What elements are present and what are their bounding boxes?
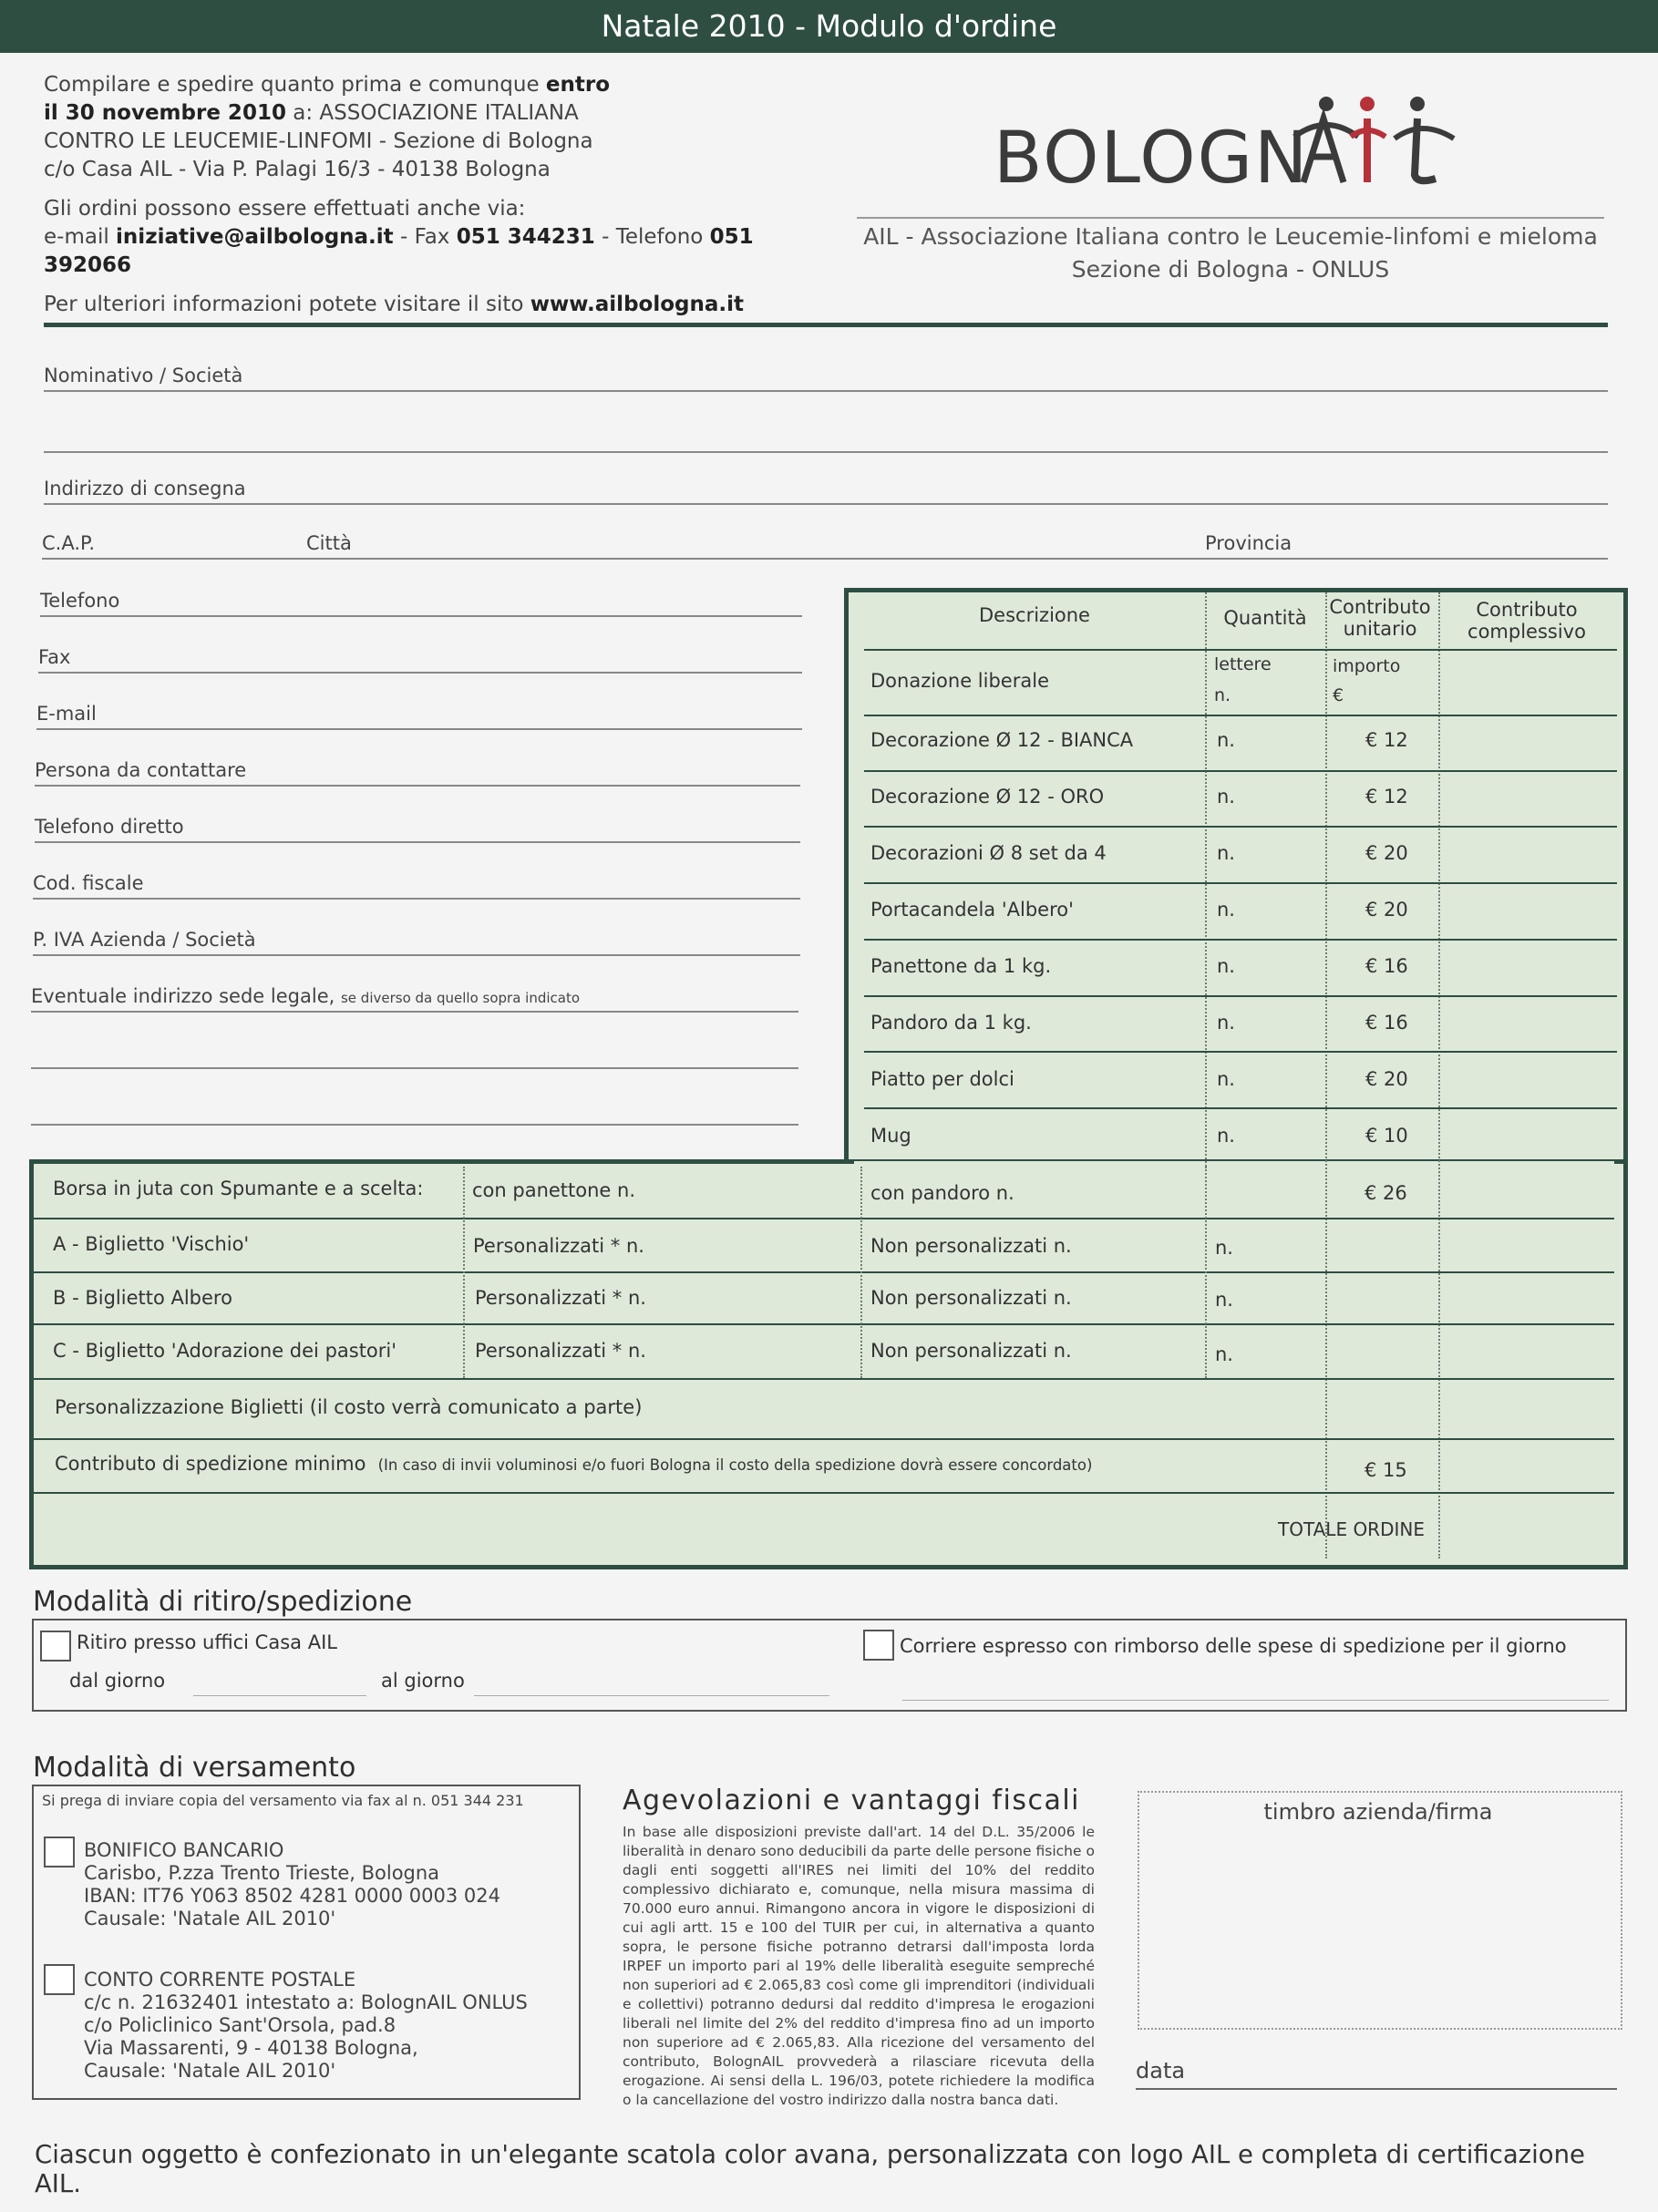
row-line [864,770,1617,772]
indirizzo-field[interactable] [44,467,1608,505]
persona-field[interactable] [35,748,800,787]
product-desc: Decorazione Ø 12 - BIANCA [870,729,1134,751]
agevolazioni-title: Agevolazioni e vantaggi fiscali [623,1785,1080,1816]
product-desc: Mug [870,1125,911,1147]
piva-label: P. IVA Azienda / Società [33,929,256,951]
product-price: € 20 [1365,1068,1408,1090]
conto-address1: c/o Policlinico Sant'Orsola, pad.8 [84,2014,396,2036]
intro-line2: a: ASSOCIAZIONE ITALIANA [285,101,579,125]
conto-address2: Via Massarenti, 9 - 40138 Bologna, [84,2037,418,2059]
intro-line5: Gli ordini possono essere effettuati anche via: [44,197,526,221]
conto-number: c/c n. 21632401 intestato a: BolognAIL ONLUS [84,1991,528,2013]
corriere-date-input[interactable] [902,1700,1609,1701]
product-desc: Panettone da 1 kg. [870,955,1052,977]
product-desc: Portacandela 'Albero' [870,899,1074,921]
row-line [34,1492,1614,1494]
intro-deadline: il 30 novembre 2010 [44,101,286,125]
nominativo-label: Nominativo / Società [44,365,243,386]
borsa-panettone[interactable]: con panettone n. [472,1179,636,1201]
section-divider [44,323,1608,327]
row-line [864,715,1617,716]
col-line-quantita [1205,592,1207,1167]
borsa-pandoro[interactable]: con pandoro n. [870,1182,1014,1204]
product-qty[interactable]: n. [1217,786,1235,808]
product-desc: Decorazione Ø 12 - ORO [870,786,1105,808]
nominativo-field-line2[interactable] [44,415,1608,453]
row-line [34,1438,1614,1440]
table-join [854,1161,1614,1168]
header-bar [0,0,1658,53]
page-title: Natale 2010 - Modulo d'ordine [601,8,1057,44]
persona-label: Persona da contattare [35,759,247,781]
donazione-n[interactable]: n. [1214,685,1231,705]
versamento-title: Modalità di versamento [33,1752,356,1784]
intro-line7: Per ulteriori informazioni potete visitare il sito [44,293,530,316]
intro-line1: Compilare e spedire quanto prima e comunque [44,73,546,97]
intro-email-label: e-mail [44,225,117,249]
bonifico-details [84,1839,500,1930]
product-qty[interactable]: n. [1217,955,1235,977]
row-line [864,1107,1617,1109]
timbro-label: timbro azienda/firma [1263,1799,1493,1825]
header-complessivo: Contributo complessivo [1467,599,1586,643]
conto-checkbox[interactable] [44,1964,75,1995]
sede-legale-label: Eventuale indirizzo sede legale, [31,985,335,1007]
biglietto-nonpers[interactable]: Non personalizzati n. [870,1340,1072,1362]
biglietto-pers[interactable]: Personalizzati * n. [473,1235,644,1257]
org-line1: AIL - Associazione Italiana contro le Leucemie-linfomi e mieloma [863,223,1598,250]
dal-giorno-label: dal giorno [69,1670,166,1692]
sede-legale-line3[interactable] [31,1087,798,1126]
sede-legale-note: se diverso da quello sopra indicato [340,990,581,1006]
al-giorno-input[interactable] [474,1695,829,1696]
row-line [864,1051,1617,1053]
citta-label: Città [306,532,352,554]
product-qty[interactable]: n. [1217,729,1235,751]
bonifico-iban: IBAN: IT76 Y063 8502 4281 0000 0003 024 [84,1885,500,1907]
donazione-lettere[interactable]: lettere [1214,654,1272,674]
corriere-label: Corriere espresso con rimborso delle spese di spedizione per il giorno [900,1635,1567,1657]
intro-phone-label: - Telefono [594,225,710,249]
org-line2: Sezione di Bologna - ONLUS [1071,256,1390,283]
row-line [34,1218,1614,1219]
conto-title: CONTO CORRENTE POSTALE [84,1969,356,1991]
dal-giorno-input[interactable] [193,1695,366,1696]
product-price: € 16 [1365,955,1408,977]
product-price: € 12 [1365,729,1408,751]
biglietto-nonpers[interactable]: Non personalizzati n. [870,1235,1072,1257]
bonifico-causale: Causale: 'Natale AIL 2010' [84,1908,336,1929]
corriere-checkbox[interactable] [863,1630,894,1661]
telefono-diretto-field[interactable] [35,805,800,843]
row-line [864,995,1617,997]
data-input[interactable] [1136,2088,1617,2090]
data-label: data [1136,2058,1186,2083]
biglietto-label: C - Biglietto 'Adorazione dei pastori' [53,1340,397,1362]
col-line-lower [463,1167,465,1378]
bonifico-title: BONIFICO BANCARIO [84,1839,284,1861]
row-line [34,1271,1614,1273]
versamento-note: Si prega di inviare copia del versamento via fax al n. 051 344 231 [42,1792,524,1809]
borsa-price: € 26 [1365,1182,1407,1204]
row-line [34,1323,1614,1325]
product-qty[interactable]: n. [1217,1012,1235,1034]
intro-fax-label: - Fax [393,225,457,249]
cap-citta-provincia-row[interactable] [42,521,1608,560]
intro-phone: 051 392066 [44,225,754,277]
product-qty[interactable]: n. [1217,842,1235,864]
product-price: € 16 [1365,1012,1408,1034]
intro-line1-bold: entro [545,73,611,97]
fax-label: Fax [38,646,71,668]
donazione-importo[interactable]: importo [1333,656,1401,676]
spedizione-label: Contributo di spedizione minimo [55,1453,366,1475]
row-line [34,1378,1614,1380]
biglietto-qty[interactable]: n. [1215,1343,1233,1365]
bonifico-bank: Carisbo, P.zza Trento Trieste, Bologna [84,1862,440,1884]
al-giorno-label: al giorno [381,1670,465,1692]
intro-line3: CONTRO LE LEUCEMIE-LINFOMI - Sezione di Bologna [44,129,593,153]
provincia-label: Provincia [1205,532,1292,554]
totale-value-field[interactable] [1444,1499,1612,1556]
col-line-complessivo [1438,592,1440,1559]
conto-details [84,1969,528,2083]
col-line-unitario [1325,592,1327,1559]
cod-fiscale-field[interactable] [33,861,800,900]
biglietto-qty[interactable]: n. [1215,1289,1233,1311]
telefono-field[interactable] [40,579,802,617]
product-price: € 10 [1365,1125,1408,1147]
logo [994,91,1504,201]
biglietto-qty[interactable]: n. [1215,1237,1233,1259]
product-qty[interactable]: n. [1217,899,1235,921]
telefono-label: Telefono [40,590,120,612]
fax-field[interactable] [38,635,802,674]
email-field[interactable] [36,692,802,730]
sede-legale-line2[interactable] [31,1031,798,1069]
intro-line4: c/o Casa AIL - Via P. Palagi 16/3 - 40138 Bologna [44,158,551,181]
timbro-box[interactable] [1138,1791,1622,2030]
row-line [864,939,1617,941]
header-unitario: Contributo unitario [1329,596,1431,640]
product-desc: Decorazioni Ø 8 set da 4 [870,842,1107,864]
intro-fax: 051 344231 [456,225,595,249]
logo-graphic [994,91,1504,201]
order-table-lower [29,1159,1628,1569]
ritiro-label: Ritiro presso uffici Casa AIL [77,1631,337,1653]
sede-legale-field[interactable] [31,974,798,1013]
product-price: € 20 [1365,899,1408,921]
personalizzazione-label: Personalizzazione Biglietti (il costo verrà comunicato a parte) [55,1396,643,1418]
borsa-label: Borsa in juta con Spumante e a scelta: [53,1178,424,1199]
biglietto-pers[interactable]: Personalizzati * n. [475,1287,646,1309]
product-qty[interactable]: n. [1217,1125,1235,1147]
piva-field[interactable] [33,918,800,956]
ritiro-checkbox[interactable] [40,1631,71,1662]
header-descrizione: Descrizione [979,604,1090,626]
biglietto-nonpers[interactable]: Non personalizzati n. [870,1287,1072,1309]
cap-label: C.A.P. [42,532,96,554]
row-line [864,826,1617,828]
spedizione-note: (In caso di invii voluminosi e/o fuori Bologna il costo della spedizione dovrà essere concordato) [377,1456,1093,1474]
col-line-lower [1205,1167,1207,1378]
indirizzo-label: Indirizzo di consegna [44,478,246,499]
intro-text [44,71,828,330]
footer-note: Ciascun oggetto è confezionato in un'elegante scatola color avana, personalizzata con logo AIL e completa di certificazione AIL. [35,2140,1585,2198]
ritiro-title: Modalità di ritiro/spedizione [33,1586,413,1618]
spedizione-price: € 15 [1365,1459,1407,1481]
row-line [864,882,1617,884]
product-desc: Piatto per dolci [870,1068,1014,1090]
biglietto-label: B - Biglietto Albero [53,1287,232,1309]
nominativo-field[interactable] [44,354,1608,392]
header-quantita: Quantità [1223,607,1307,629]
totale-label: TOTALE ORDINE [1278,1518,1425,1540]
biglietto-label: A - Biglietto 'Vischio' [53,1233,250,1255]
product-qty[interactable]: n. [1217,1068,1235,1090]
product-price: € 20 [1365,842,1408,864]
product-price: € 12 [1365,786,1408,808]
donazione-label: Donazione liberale [870,670,1049,692]
conto-causale: Causale: 'Natale AIL 2010' [84,2060,336,2082]
agevolazioni-text: In base alle disposizioni previste dall'art. 14 del D.L. 35/2006 le liberalità in denaro sono deducibili da parte delle persone fisiche o dagli enti soggetti all'IRES nei limiti del 10% del reddito complessivo dichiarato e, comunque, nella misura massima di 70.000 euro annui. Rimangono ancora in vigore le disposizioni di cui agli artt. 15 e 100 del TUIR per cui, in alternativa a quanto sopra, le persone fisiche potranno detrarsi dall'imposta lorda IRPEF un importo pari al 19% delle liberalità eseguite sempreché non superiori ad € 2.065,83 così come gli imprenditori (individuali e collettivi) potranno dedursi dal reddito d'impresa le erogazioni liberali nel limite del 2% del reddito d'impresa fino ad un importo non superiore ad € 2.065,83. Alla ricezione del versamento del contributo, BolognAIL provvederà a rilasciare ricevuta della erogazione. Ai sensi della L. 196/03, potete richiedere la modifica o la cancellazione del vostro indirizzo dalla nostra banca dati. [623,1824,1095,2108]
spedizione-row [55,1453,1313,1475]
donazione-euro: € [1333,685,1344,705]
biglietto-pers[interactable]: Personalizzati * n. [475,1340,646,1362]
product-desc: Pandoro da 1 kg. [870,1012,1032,1034]
col-line-lower [860,1167,862,1378]
bonifico-checkbox[interactable] [44,1836,75,1867]
intro-website[interactable]: www.ailbologna.it [530,293,744,316]
svg-text:BOLOGN: BOLOGN [994,118,1310,200]
organization-name [857,217,1604,286]
intro-email[interactable]: iniziative@ailbologna.it [116,225,394,249]
row-line [864,649,1617,651]
telefono-diretto-label: Telefono diretto [35,816,184,838]
email-label: E-mail [36,703,97,725]
cod-fiscale-label: Cod. fiscale [33,872,144,894]
